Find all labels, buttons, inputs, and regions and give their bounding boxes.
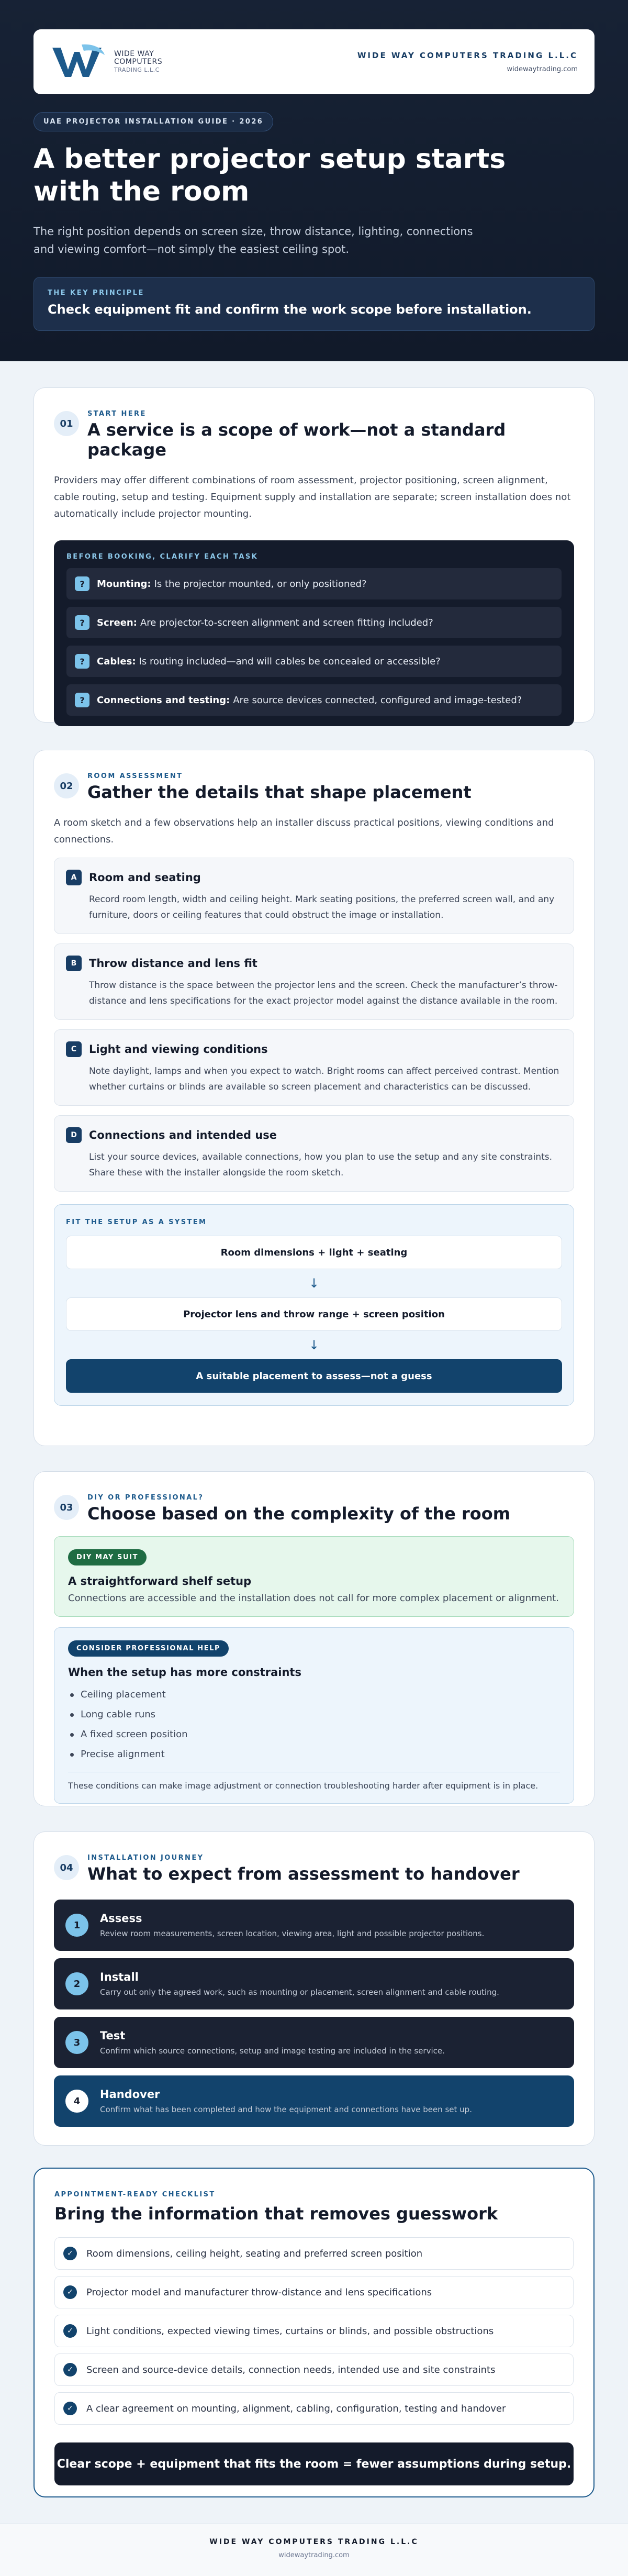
section-header [54, 410, 574, 460]
diy-card [54, 1536, 574, 1617]
page-title [33, 143, 595, 208]
step-text: Confirm which source connections, setup and image testing are included in the service. [100, 2046, 445, 2056]
footer [0, 2524, 628, 2576]
footer-company-name: WIDE WAY COMPUTERS TRADING L.L.C [209, 2538, 419, 2546]
logo-line-1: WIDE WAY [114, 49, 154, 58]
footer-website-link[interactable]: widewaytrading.com [278, 2551, 350, 2559]
question-icon: ? [75, 693, 89, 707]
question-row [66, 607, 562, 638]
step-install [54, 1958, 574, 2009]
section-title: A service is a scope of work—not a standard package [87, 420, 506, 460]
section-number: 01 [54, 411, 79, 436]
checklist-item-text: Projector model and manufacturer throw-distance and lens specifications [86, 2286, 432, 2298]
detail-card-light-viewing [54, 1029, 574, 1106]
logo-wordmark [114, 50, 162, 74]
step-assess [54, 1900, 574, 1951]
diy-title: A straightforward shelf setup [68, 1575, 252, 1587]
step-text: Carry out only the agreed work, such as mounting or placement, screen alignment and cable routing. [100, 1987, 499, 1997]
company-info [357, 51, 578, 73]
checkmark-icon: ✓ [63, 2402, 77, 2415]
card-letter-badge: C [66, 1041, 82, 1057]
question-row [66, 684, 562, 716]
checklist-item-text: Light conditions, expected viewing times, curtains or blinds, and possible obstructions [86, 2325, 494, 2337]
arrow-down-icon: ↓ [308, 1338, 320, 1352]
checklist-item [54, 2315, 574, 2347]
logo-line-2: COMPUTERS [114, 57, 163, 66]
logo[interactable] [50, 42, 162, 81]
diy-badge: DIY MAY SUIT [68, 1549, 147, 1565]
question-text: Is the projector mounted, or only positioned? [154, 578, 367, 590]
key-principle-box [33, 277, 595, 331]
list-item: Long cable runs [68, 1705, 560, 1725]
checkmark-icon: ✓ [63, 2247, 77, 2260]
step-title: Test [100, 2029, 126, 2042]
company-website-link[interactable]: widewaytrading.com [507, 65, 578, 73]
detail-card-connections [54, 1115, 574, 1192]
step-test [54, 2017, 574, 2068]
card-text: List your source devices, available connections, how you plan to use the setup and any site constraints. Share these with the installer alongside the room sketch. [89, 1152, 553, 1178]
list-item: A fixed screen position [68, 1725, 560, 1745]
principle-text: Check equipment fit and confirm the work scope before installation. [48, 302, 532, 317]
summary-banner: Clear scope + equipment that fits the room = fewer assumptions during setup. [54, 2442, 574, 2485]
brand-bar [33, 29, 595, 94]
checklist-item [54, 2392, 574, 2425]
checklist-label: APPOINTMENT-READY CHECKLIST [54, 2191, 216, 2199]
step-title: Assess [100, 1912, 142, 1925]
card-header [66, 1127, 562, 1143]
section-scope [33, 387, 595, 723]
card-text: Note daylight, lamps and when you expect to watch. Bright rooms can affect perceived contrast. Mention whether curtains or blinds are available so screen placement and characteristics can be discussed. [89, 1066, 559, 1092]
section-room-assessment [33, 750, 595, 1446]
step-number: 4 [65, 2090, 88, 2113]
professional-title: When the setup has more constraints [68, 1666, 301, 1679]
question-icon: ? [75, 576, 89, 591]
card-letter-badge: A [66, 870, 82, 885]
question-text: Are projector-to-screen alignment and screen fitting included? [140, 617, 433, 628]
step-title: Install [100, 1971, 139, 1983]
hero-lede: The right position depends on screen size, throw distance, lighting, connections and viewing comfort—not simply the easiest ceiling spot. [33, 225, 473, 256]
card-letter-badge: B [66, 956, 82, 971]
question-text: Is routing included—and will cables be concealed or accessible? [139, 656, 441, 667]
section-diy-or-pro [33, 1471, 595, 1806]
diy-text: Connections are accessible and the installation does not call for more complex placement or alignment. [68, 1593, 559, 1604]
checklist-item-text: A clear agreement on mounting, alignment, cabling, configuration, testing and handover [86, 2403, 506, 2414]
checklist-item [54, 2237, 574, 2270]
checklist-item-text: Room dimensions, ceiling height, seating and preferred screen position [86, 2248, 423, 2259]
section-header [54, 1854, 574, 1884]
step-text: Review room measurements, screen location, viewing area, light and possible projector positions. [100, 1929, 485, 1938]
hero [0, 0, 628, 361]
checklist-title: Bring the information that removes guesswork [54, 2204, 498, 2224]
step-number: 3 [65, 2031, 88, 2054]
question-text: Are source devices connected, configured and image-tested? [233, 694, 522, 706]
section-kicker: ROOM ASSESSMENT [87, 772, 183, 780]
card-header [66, 956, 562, 971]
section-kicker: INSTALLATION JOURNEY [87, 1854, 204, 1862]
system-label: FIT THE SETUP AS A SYSTEM [66, 1218, 207, 1226]
card-title: Throw distance and lens fit [89, 957, 257, 970]
question-term: Screen: [97, 617, 137, 628]
logo-mark-icon [50, 42, 107, 81]
question-icon: ? [75, 615, 89, 630]
card-title: Room and seating [89, 871, 201, 884]
professional-card [54, 1627, 574, 1804]
section-number: 02 [54, 773, 79, 798]
flow-result: A suitable placement to assess—not a guess [66, 1359, 562, 1393]
question-row [66, 568, 562, 599]
title-line-2: with the room [33, 176, 250, 207]
guide-pill: UAE PROJECTOR INSTALLATION GUIDE · 2026 [33, 112, 273, 131]
question-term: Mounting: [97, 578, 151, 590]
list-item: Ceiling placement [68, 1685, 560, 1705]
title-line-1: A better projector setup starts [33, 143, 506, 175]
detail-card-room-seating [54, 858, 574, 934]
checkmark-icon: ✓ [63, 2324, 77, 2338]
question-row [66, 646, 562, 677]
professional-note: These conditions can make image adjustment or connection troubleshooting harder after equipment is in place. [68, 1772, 560, 1791]
question-icon: ? [75, 654, 89, 669]
section-kicker: DIY OR PROFESSIONAL? [87, 1494, 204, 1502]
section-checklist [33, 2168, 595, 2497]
flow-step: Room dimensions + light + seating [66, 1236, 562, 1269]
professional-badge: CONSIDER PROFESSIONAL HELP [68, 1640, 229, 1657]
arrow-down-icon: ↓ [308, 1276, 320, 1291]
card-title: Light and viewing conditions [89, 1043, 268, 1056]
section-header [54, 772, 574, 802]
section-title: Choose based on the complexity of the room [87, 1504, 511, 1524]
step-number: 1 [65, 1914, 88, 1937]
checkmark-icon: ✓ [63, 2363, 77, 2377]
detail-card-throw-distance [54, 943, 574, 1020]
checklist-item [54, 2276, 574, 2308]
card-header [66, 870, 562, 885]
card-header [66, 1041, 562, 1057]
section-header [54, 1494, 574, 1524]
list-item: Precise alignment [68, 1745, 560, 1764]
section-installation-journey [33, 1831, 595, 2146]
section-kicker: START HERE [87, 410, 147, 418]
section-title: What to expect from assessment to handover [87, 1864, 520, 1884]
clarify-task-box [54, 540, 574, 726]
company-name: WIDE WAY COMPUTERS TRADING L.L.C [357, 50, 578, 60]
clarify-label: BEFORE BOOKING, CLARIFY EACH TASK [66, 553, 259, 561]
checklist-item-text: Screen and source-device details, connection needs, intended use and site constraints [86, 2364, 496, 2375]
question-term: Connections and testing: [97, 694, 230, 706]
section-title: Gather the details that shape placement [87, 782, 472, 802]
question-term: Cables: [97, 656, 136, 667]
card-text: Throw distance is the space between the projector lens and the screen. Check the manufacturer’s throw-distance and lens specifications for the exact projector model against the distance available in the room. [89, 980, 558, 1006]
principle-label: THE KEY PRINCIPLE [48, 289, 144, 297]
flow-step: Projector lens and throw range + screen position [66, 1297, 562, 1331]
step-number: 2 [65, 1972, 88, 1995]
step-text: Confirm what has been completed and how the equipment and connections have been set up. [100, 2105, 472, 2114]
card-text: Record room length, width and ceiling height. Mark seating positions, the preferred screen wall, and any furniture, doors or ceiling features that could obstruct the image or installation. [89, 894, 555, 920]
card-letter-badge: D [66, 1127, 82, 1143]
checklist-item [54, 2353, 574, 2386]
fit-system-flow [54, 1204, 574, 1406]
section-body: Providers may offer different combinations of room assessment, projector positioning, screen alignment, cable routing, setup and testing. Equipment supply and installation are separate; screen installation does not automatically include projector mounting. [54, 475, 571, 519]
constraint-list [68, 1685, 560, 1764]
section-number: 04 [54, 1855, 79, 1880]
checkmark-icon: ✓ [63, 2285, 77, 2299]
section-body: A room sketch and a few observations help an installer discuss practical positions, viewing conditions and connections. [54, 817, 554, 845]
logo-line-3: TRADING L.L.C [114, 66, 160, 73]
step-title: Handover [100, 2088, 160, 2101]
step-handover [54, 2075, 574, 2127]
card-title: Connections and intended use [89, 1129, 277, 1141]
section-number: 03 [54, 1495, 79, 1520]
